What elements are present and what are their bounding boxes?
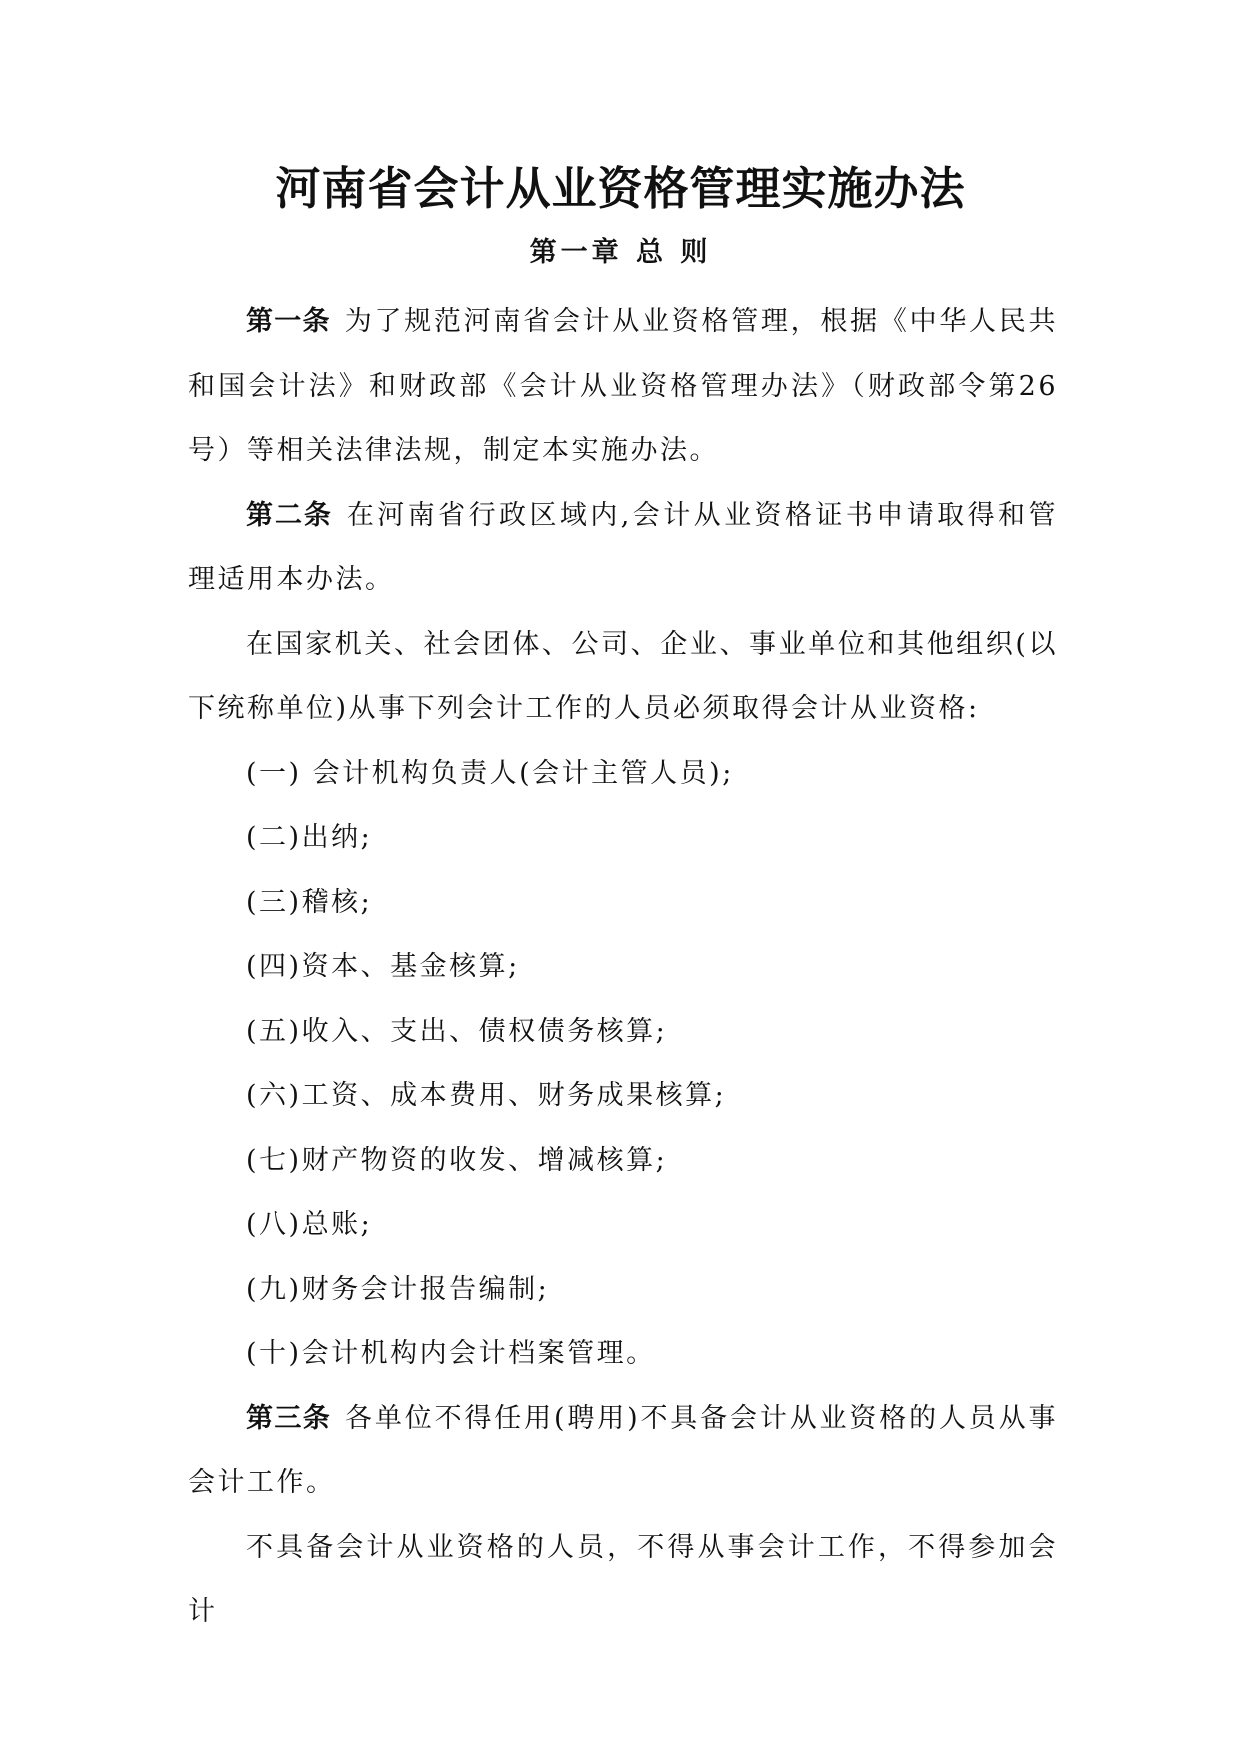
article-2-text: 在河南省行政区域内,会计从业资格证书申请取得和管理适用本办法。 xyxy=(188,499,1058,595)
list-item: (八)总账; xyxy=(246,1209,373,1240)
list-item: (六)工资、成本费用、财务成果核算; xyxy=(246,1080,727,1111)
article-3-text: 各单位不得任用(聘用)不具备会计从业资格的人员从事会计工作。 xyxy=(188,1402,1058,1498)
article-1-label: 第一条 xyxy=(246,306,331,337)
list-item: (五)收入、支出、债权债务核算; xyxy=(246,1015,668,1047)
article-2-paragraph-2: 在国家机关、社会团体、公司、企业、事业单位和其他组织(以下统称单位)从事下列会计工作的人员必须取得会计从业资格: xyxy=(188,628,1058,724)
article-3-paragraph-2: 不具备会计从业资格的人员，不得从事会计工作，不得参加会计 xyxy=(188,1531,1058,1627)
article-1-text: 为了规范河南省会计从业资格管理，根据《中华人民共和国会计法》和财政部《会计从业资格管理办法》（财政部令第26号）等相关法律法规，制定本实施办法。 xyxy=(188,306,1059,466)
document-body xyxy=(188,290,1058,1645)
list-item: (三)稽核; xyxy=(246,886,373,918)
chapter-heading: 第一章 总 则 xyxy=(529,237,712,268)
article-3-label: 第三条 xyxy=(246,1402,332,1434)
article-1 xyxy=(188,290,1058,484)
list-item: (一) 会计机构负责人(会计主管人员); xyxy=(246,757,734,789)
list-item: (九)财务会计报告编制; xyxy=(246,1273,550,1305)
list-item: (二)出纳; xyxy=(246,822,373,853)
article-2 xyxy=(188,484,1058,613)
list-item: (十)会计机构内会计档案管理。 xyxy=(246,1338,656,1369)
list-item: (四)资本、基金核算; xyxy=(246,951,520,982)
article-2-label: 第二条 xyxy=(246,499,333,531)
article-3 xyxy=(188,1387,1058,1516)
list-item: (七)财产物资的收发、增减核算; xyxy=(246,1144,668,1176)
document-title: 河南省会计从业资格管理实施办法 xyxy=(275,162,966,215)
